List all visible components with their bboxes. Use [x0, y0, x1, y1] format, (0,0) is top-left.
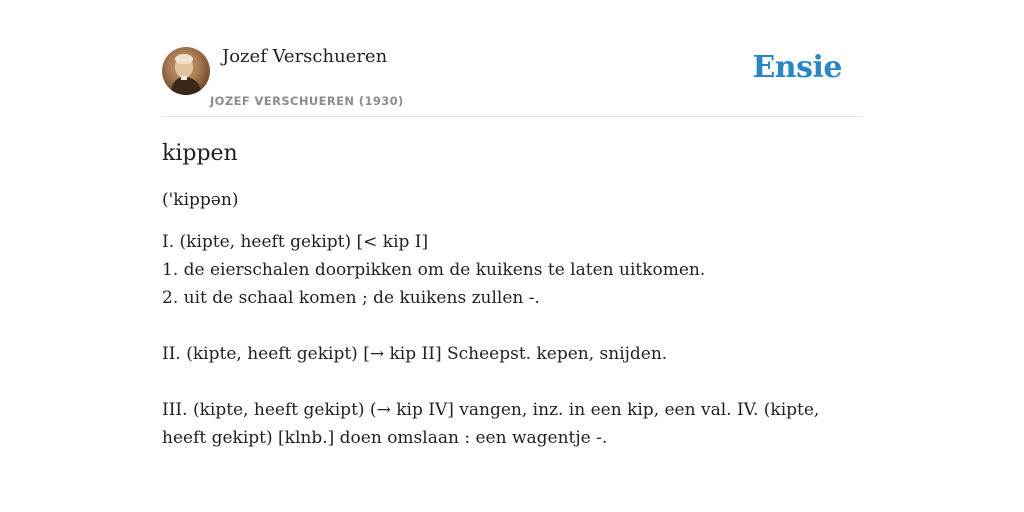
- sense-2: II. (kipte, heeft gekipt) [→ kip II] Scheepst. kepen, snijden.: [162, 344, 668, 364]
- sense-3: III. (kipte, heeft gekipt) (→ kip IV] vangen, inz. in een kip, een val. IV. (kipte, heeft gekipt) [klnb.] doen omslaan : een wagentje -.: [162, 400, 820, 448]
- entry-headword: kippen: [162, 141, 238, 166]
- entry-pronunciation: ('kippən): [162, 190, 239, 210]
- ensie-logo[interactable]: Ensie: [752, 50, 842, 85]
- paragraph-spacer: [162, 312, 862, 340]
- header: [162, 40, 862, 117]
- author-avatar[interactable]: [162, 47, 210, 95]
- sense-1-heading: I. (kipte, heeft gekipt) [< kip I]: [162, 232, 429, 252]
- source-label: JOZEF VERSCHUEREN (1930): [210, 94, 404, 108]
- paragraph-spacer: [162, 368, 862, 396]
- sense-1-item-1: 1. de eierschalen doorpikken om de kuikens te laten uitkomen.: [162, 260, 706, 280]
- author-portrait-icon: [162, 47, 210, 95]
- sense-1-item-2: 2. uit de schaal komen ; de kuikens zullen -.: [162, 288, 540, 308]
- author-name[interactable]: Jozef Verschueren: [222, 46, 388, 67]
- entry-content: [162, 138, 862, 452]
